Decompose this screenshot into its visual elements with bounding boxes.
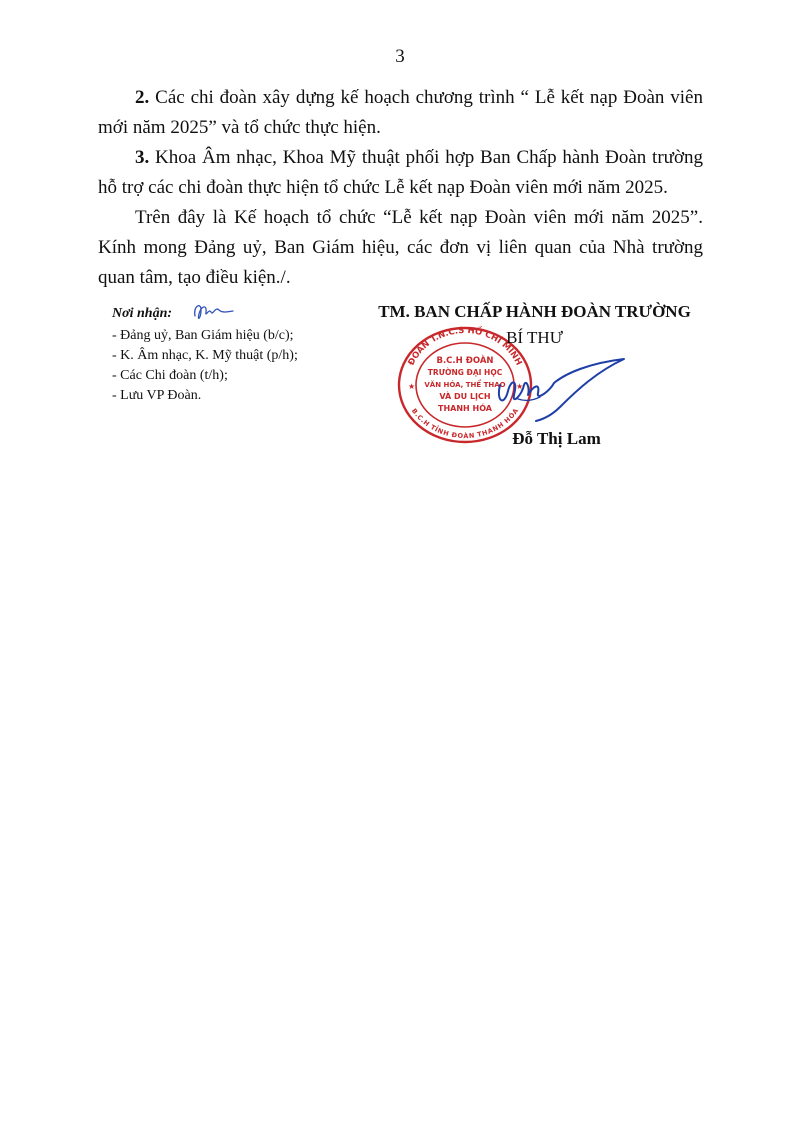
recipient-item: - Lưu VP Đoàn. <box>112 388 202 403</box>
signer-name: Đỗ Thị Lam <box>512 429 601 448</box>
recipients-title <box>112 304 172 324</box>
handwritten-signature-icon <box>478 355 628 430</box>
page-number: 3 <box>395 46 405 67</box>
paragraph-text: Trên đây là Kế hoạch tổ chức “Lễ kết nạp Đoàn viên mới năm 2025”. Kính mong Đảng uỷ, Ban Giám hiệu, các đơn vị liên quan của Nhà trường quan tâm, tạo điều kiện./. <box>98 207 703 288</box>
paragraph-text: Các chi đoàn xây dựng kế hoạch chương trình “ Lễ kết nạp Đoàn viên mới năm 2025” và tổ chức thực hiện. <box>98 87 703 138</box>
body-text <box>98 83 703 293</box>
recipient-item: - Đảng uỷ, Ban Giám hiệu (b/c); <box>112 328 294 343</box>
seal-line: THANH HÓA <box>438 404 492 413</box>
seal-line: TRƯỜNG ĐẠI HỌC <box>427 368 503 377</box>
svg-text:★: ★ <box>408 382 416 391</box>
seal-bottom-text: B.C.H TỈNH ĐOÀN THANH HÓA <box>409 407 521 441</box>
paragraph-closing <box>98 203 703 293</box>
paragraph-number: 2. <box>135 87 150 108</box>
paragraph-number: 3. <box>135 147 150 168</box>
svg-text:★: ★ <box>516 382 524 391</box>
recipients-list <box>112 326 352 406</box>
paragraph-3 <box>98 143 703 203</box>
initials-signature-icon <box>189 300 235 326</box>
recipients-title-text: Nơi nhận: <box>112 306 173 321</box>
seal-ring-text: ĐOÀN T.N.C.S HỒ CHÍ MINH <box>406 325 524 368</box>
seal-line: VÀ DU LỊCH <box>439 392 491 401</box>
seal-line: VĂN HÓA, THỂ THAO <box>424 381 506 389</box>
signer-title: BÍ THƯ <box>506 328 563 347</box>
seal-line: B.C.H ĐOÀN <box>436 356 494 366</box>
recipients-block <box>112 304 352 406</box>
paragraph-text: Khoa Âm nhạc, Khoa Mỹ thuật phối hợp Ban Chấp hành Đoàn trường hỗ trợ các chi đoàn thực hiện tổ chức Lễ kết nạp Đoàn viên mới năm 2025. <box>98 147 703 198</box>
signer-organization: TM. BAN CHẤP HÀNH ĐOÀN TRƯỜNG <box>378 302 691 321</box>
paragraph-2 <box>98 83 703 143</box>
recipient-item: - Các Chi đoàn (t/h); <box>112 368 228 383</box>
recipient-item: - K. Âm nhạc, K. Mỹ thuật (p/h); <box>112 348 298 363</box>
